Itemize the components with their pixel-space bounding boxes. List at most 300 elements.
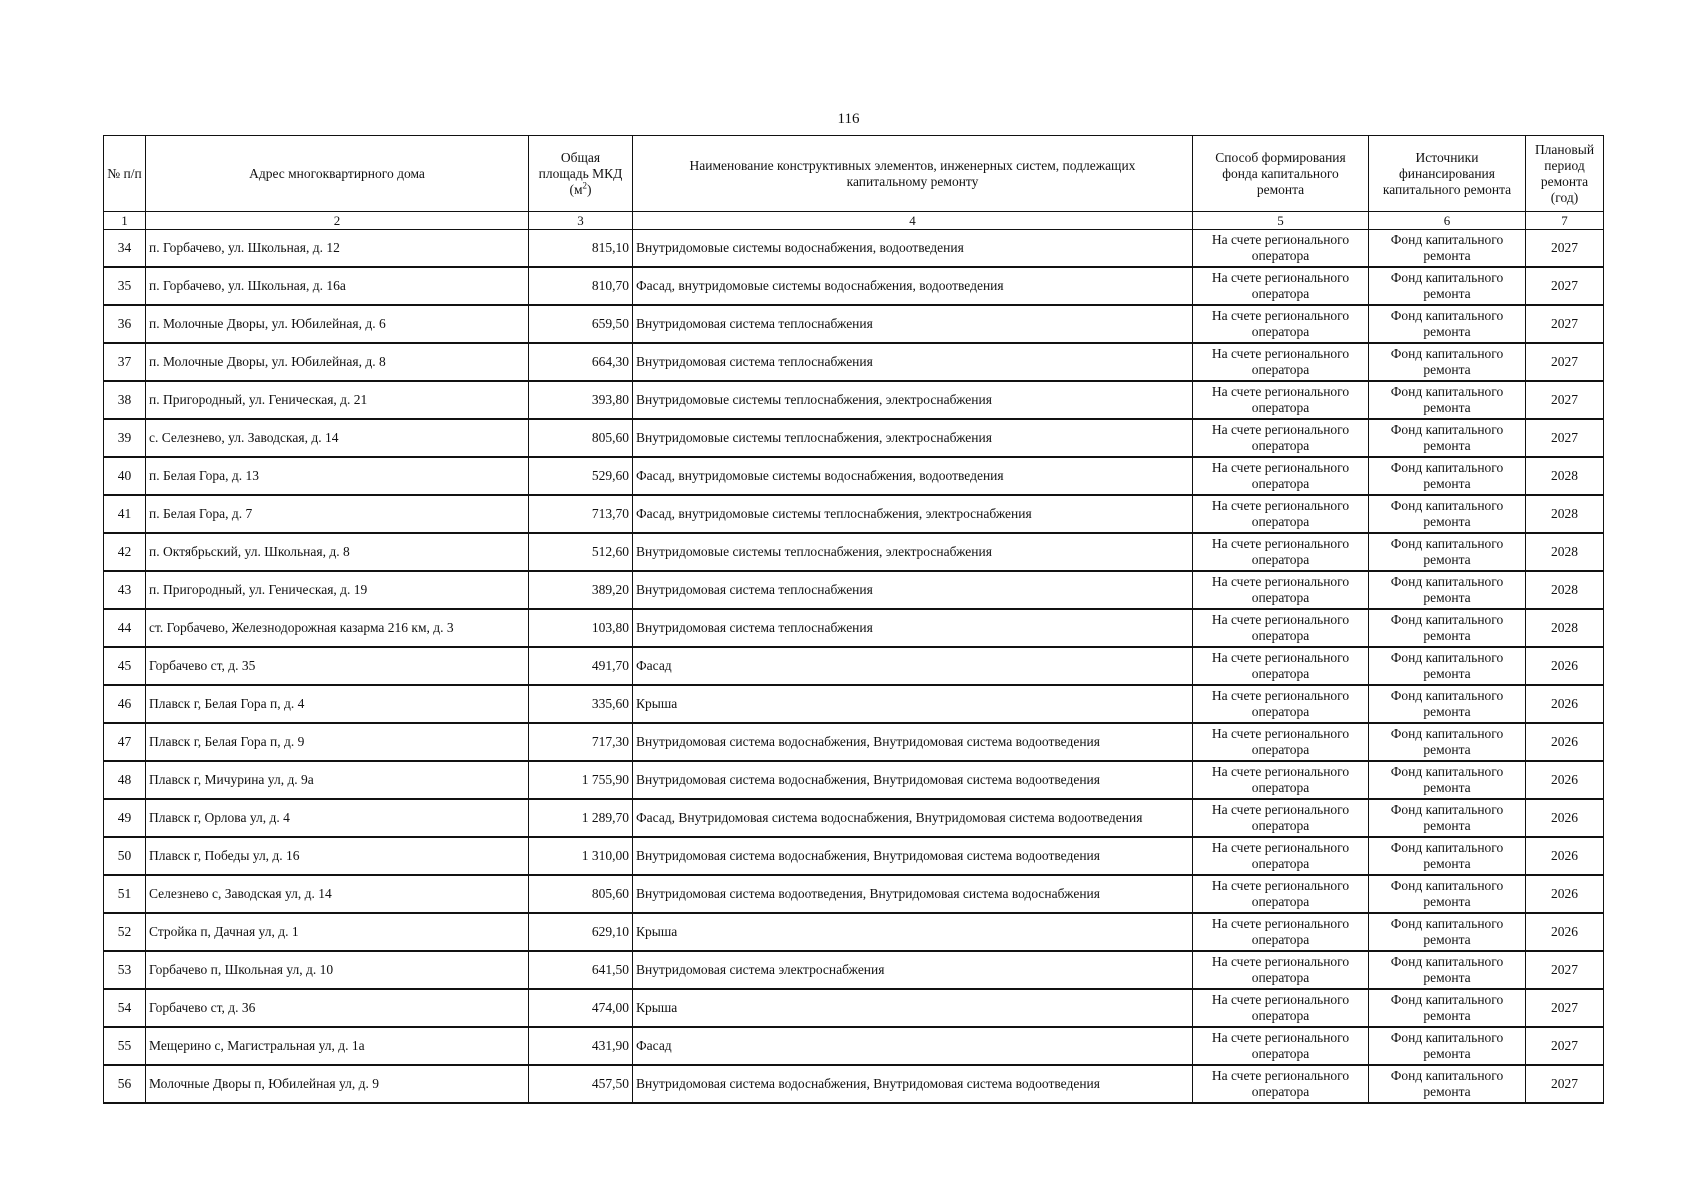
row-area: 512,60 [529,533,633,571]
row-area: 810,70 [529,267,633,305]
row-year: 2026 [1526,761,1604,799]
row-area: 457,50 [529,1065,633,1103]
row-area: 491,70 [529,647,633,685]
row-area: 659,50 [529,305,633,343]
row-method [1193,495,1369,533]
row-area: 815,10 [529,230,633,268]
row-method-line2: оператора [1251,856,1310,871]
row-elements: Внутридомовая система водоснабжения, Внутридомовая система водоотведения [633,1065,1193,1103]
row-number: 36 [104,305,146,343]
row-address: п. Горбачево, ул. Школьная, д. 12 [146,230,529,268]
row-source [1369,230,1526,268]
row-address: Плавск г, Белая Гора п, д. 9 [146,723,529,761]
row-source [1369,951,1526,989]
row-elements: Фасад [633,1027,1193,1065]
row-source-line1: Фонд капитального [1390,422,1504,437]
row-method [1193,267,1369,305]
row-area: 805,60 [529,875,633,913]
row-number: 42 [104,533,146,571]
row-method-line2: оператора [1251,894,1310,909]
row-source-line1: Фонд капитального [1390,346,1504,361]
row-address: п. Молочные Дворы, ул. Юбилейная, д. 6 [146,305,529,343]
row-source [1369,875,1526,913]
row-elements: Внутридомовая система водоснабжения, Внутридомовая система водоотведения [633,723,1193,761]
row-method [1193,1027,1369,1065]
row-source-line1: Фонд капитального [1390,612,1504,627]
row-area: 1 755,90 [529,761,633,799]
row-year: 2026 [1526,913,1604,951]
row-address: п. Белая Гора, д. 7 [146,495,529,533]
row-method-line2: оператора [1251,1008,1310,1023]
row-source-line2: ремонта [1423,856,1471,871]
table-row [104,571,1604,609]
row-number: 46 [104,685,146,723]
row-method-line2: оператора [1251,248,1310,263]
row-method [1193,609,1369,647]
row-source [1369,723,1526,761]
row-number: 56 [104,1065,146,1103]
column-number: 3 [529,212,633,230]
table-row [104,230,1604,268]
table-row [104,457,1604,495]
row-source-line2: ремонта [1423,590,1471,605]
repair-registry-table [103,135,1604,1104]
row-elements: Внутридомовые системы теплоснабжения, электроснабжения [633,419,1193,457]
row-method-line1: На счете регионального [1211,802,1350,817]
row-source-line2: ремонта [1423,970,1471,985]
row-elements: Внутридомовая система теплоснабжения [633,305,1193,343]
row-elements: Внутридомовая система водоснабжения, Внутридомовая система водоотведения [633,837,1193,875]
row-method-line2: оператора [1251,1046,1310,1061]
row-source-line2: ремонта [1423,1046,1471,1061]
row-address: п. Октябрьский, ул. Школьная, д. 8 [146,533,529,571]
row-number: 47 [104,723,146,761]
row-source-line2: ремонта [1423,704,1471,719]
header-sources: Источники финансирования капитального ремонта [1369,136,1526,212]
row-source-line2: ремонта [1423,514,1471,529]
row-source [1369,457,1526,495]
row-method-line1: На счете регионального [1211,1030,1350,1045]
row-source-line2: ремонта [1423,1084,1471,1099]
row-source-line1: Фонд капитального [1390,498,1504,513]
row-address: Стройка п, Дачная ул, д. 1 [146,913,529,951]
row-source-line2: ремонта [1423,894,1471,909]
row-source-line2: ремонта [1423,400,1471,415]
row-method-line1: На счете регионального [1211,992,1350,1007]
row-number: 50 [104,837,146,875]
row-elements: Крыша [633,685,1193,723]
row-method-line2: оператора [1251,932,1310,947]
row-elements: Внутридомовая система водоснабжения, Внутридомовая система водоотведения [633,761,1193,799]
row-source-line1: Фонд капитального [1390,574,1504,589]
row-method [1193,837,1369,875]
row-elements: Фасад, Внутридомовая система водоснабжения, Внутридомовая система водоотведения [633,799,1193,837]
column-number: 5 [1193,212,1369,230]
row-number: 39 [104,419,146,457]
row-method-line1: На счете регионального [1211,346,1350,361]
column-number: 4 [633,212,1193,230]
row-source-line1: Фонд капитального [1390,1068,1504,1083]
row-address: п. Пригородный, ул. Геническая, д. 19 [146,571,529,609]
row-source-line2: ремонта [1423,286,1471,301]
row-elements: Фасад [633,647,1193,685]
row-number: 38 [104,381,146,419]
row-source-line1: Фонд капитального [1390,802,1504,817]
row-address: Мещерино с, Магистральная ул, д. 1а [146,1027,529,1065]
header-address: Адрес многоквартирного дома [146,136,529,212]
row-method-line2: оператора [1251,818,1310,833]
row-method [1193,457,1369,495]
row-source-line2: ремонта [1423,362,1471,377]
row-method-line1: На счете регионального [1211,498,1350,513]
row-source-line1: Фонд капитального [1390,1030,1504,1045]
row-number: 34 [104,230,146,268]
row-method [1193,761,1369,799]
header-method: Способ формирования фонда капитального ремонта [1193,136,1369,212]
row-source-line1: Фонд капитального [1390,384,1504,399]
row-source-line1: Фонд капитального [1390,764,1504,779]
row-year: 2027 [1526,989,1604,1027]
row-elements: Фасад, внутридомовые системы водоснабжения, водоотведения [633,267,1193,305]
row-source-line2: ремонта [1423,324,1471,339]
row-source-line1: Фонд капитального [1390,460,1504,475]
row-method-line2: оператора [1251,628,1310,643]
row-method [1193,1065,1369,1103]
row-method [1193,419,1369,457]
row-method [1193,381,1369,419]
row-elements: Крыша [633,989,1193,1027]
row-address: ст. Горбачево, Железнодорожная казарма 216 км, д. 3 [146,609,529,647]
row-elements: Крыша [633,913,1193,951]
row-year: 2027 [1526,305,1604,343]
row-address: Молочные Дворы п, Юбилейная ул, д. 9 [146,1065,529,1103]
row-method [1193,989,1369,1027]
row-number: 54 [104,989,146,1027]
row-area: 335,60 [529,685,633,723]
row-year: 2027 [1526,419,1604,457]
row-address: Горбачево п, Школьная ул, д. 10 [146,951,529,989]
row-area: 664,30 [529,343,633,381]
row-method-line1: На счете регионального [1211,916,1350,931]
row-elements: Внутридомовая система теплоснабжения [633,343,1193,381]
row-elements: Внутридомовая система электроснабжения [633,951,1193,989]
row-method-line2: оператора [1251,780,1310,795]
table-row [104,837,1604,875]
row-area: 717,30 [529,723,633,761]
row-source-line2: ремонта [1423,932,1471,947]
row-method-line2: оператора [1251,324,1310,339]
row-source [1369,495,1526,533]
row-method-line1: На счете регионального [1211,460,1350,475]
table-row [104,799,1604,837]
row-method [1193,230,1369,268]
table-body [104,230,1604,1104]
header-area [529,136,633,212]
row-source [1369,381,1526,419]
row-source-line1: Фонд капитального [1390,992,1504,1007]
page-number: 116 [837,111,860,127]
row-method-line1: На счете регионального [1211,726,1350,741]
row-elements: Фасад, внутридомовые системы теплоснабжения, электроснабжения [633,495,1193,533]
table-row [104,951,1604,989]
row-source [1369,343,1526,381]
row-source-line2: ремонта [1423,476,1471,491]
row-method [1193,305,1369,343]
row-area: 529,60 [529,457,633,495]
table-row [104,267,1604,305]
header-area-unit-sup: 2 [582,180,588,190]
row-source-line2: ремонта [1423,438,1471,453]
row-method-line1: На счете регионального [1211,308,1350,323]
row-year: 2028 [1526,571,1604,609]
row-method [1193,951,1369,989]
row-number: 41 [104,495,146,533]
row-year: 2027 [1526,343,1604,381]
row-source-line1: Фонд капитального [1390,232,1504,247]
row-method-line2: оператора [1251,514,1310,529]
row-method-line2: оператора [1251,1084,1310,1099]
row-number: 44 [104,609,146,647]
table-row [104,685,1604,723]
row-number: 43 [104,571,146,609]
row-source-line1: Фонд капитального [1390,954,1504,969]
column-number: 6 [1369,212,1526,230]
row-source [1369,761,1526,799]
row-method-line1: На счете регионального [1211,688,1350,703]
row-area: 641,50 [529,951,633,989]
row-area: 389,20 [529,571,633,609]
row-source-line1: Фонд капитального [1390,878,1504,893]
row-source [1369,1065,1526,1103]
row-source [1369,305,1526,343]
row-area: 393,80 [529,381,633,419]
table-row [104,305,1604,343]
row-method-line1: На счете регионального [1211,1068,1350,1083]
row-elements: Внутридомовые системы теплоснабжения, электроснабжения [633,381,1193,419]
row-address: Селезнево с, Заводская ул, д. 14 [146,875,529,913]
row-year: 2028 [1526,609,1604,647]
table-row [104,723,1604,761]
table-row [104,761,1604,799]
row-address: п. Горбачево, ул. Школьная, д. 16а [146,267,529,305]
row-method [1193,343,1369,381]
row-method-line1: На счете регионального [1211,878,1350,893]
header-elements: Наименование конструктивных элементов, инженерных систем, подлежащих капитальному ремонту [633,136,1193,212]
row-number: 37 [104,343,146,381]
row-method-line2: оператора [1251,552,1310,567]
row-area: 1 310,00 [529,837,633,875]
row-method-line2: оператора [1251,438,1310,453]
row-method-line2: оператора [1251,400,1310,415]
row-source [1369,647,1526,685]
row-year: 2027 [1526,230,1604,268]
table-row [104,495,1604,533]
header-area-unit-base: (м [569,181,583,197]
row-year: 2028 [1526,457,1604,495]
row-address: Горбачево ст, д. 36 [146,989,529,1027]
row-source-line1: Фонд капитального [1390,650,1504,665]
row-source-line2: ремонта [1423,742,1471,757]
row-year: 2028 [1526,495,1604,533]
header-area-line2: площадь МКД [538,165,623,181]
row-area: 431,90 [529,1027,633,1065]
row-year: 2027 [1526,267,1604,305]
row-year: 2027 [1526,1065,1604,1103]
row-method-line1: На счете регионального [1211,574,1350,589]
header-num: № п/п [104,136,146,212]
row-method [1193,913,1369,951]
row-source-line1: Фонд капитального [1390,726,1504,741]
row-method [1193,799,1369,837]
row-source [1369,419,1526,457]
row-method-line1: На счете регионального [1211,954,1350,969]
row-source-line2: ремонта [1423,552,1471,567]
row-number: 55 [104,1027,146,1065]
row-method [1193,685,1369,723]
row-elements: Внутридомовая система теплоснабжения [633,571,1193,609]
row-source-line1: Фонд капитального [1390,840,1504,855]
row-source [1369,1027,1526,1065]
row-source-line1: Фонд капитального [1390,916,1504,931]
row-method [1193,723,1369,761]
table-row [104,989,1604,1027]
row-source [1369,609,1526,647]
row-number: 48 [104,761,146,799]
row-area: 805,60 [529,419,633,457]
row-method-line1: На счете регионального [1211,384,1350,399]
row-method-line2: оператора [1251,590,1310,605]
row-year: 2026 [1526,685,1604,723]
row-number: 49 [104,799,146,837]
row-source [1369,989,1526,1027]
row-area: 1 289,70 [529,799,633,837]
row-source-line2: ремонта [1423,818,1471,833]
row-year: 2026 [1526,875,1604,913]
row-elements: Внутридомовая система водоотведения, Внутридомовая система водоснабжения [633,875,1193,913]
column-number: 7 [1526,212,1604,230]
row-method-line1: На счете регионального [1211,612,1350,627]
row-source [1369,571,1526,609]
row-year: 2027 [1526,951,1604,989]
column-number-row [104,212,1604,230]
row-method [1193,875,1369,913]
row-source [1369,267,1526,305]
row-address: п. Белая Гора, д. 13 [146,457,529,495]
row-source [1369,799,1526,837]
row-number: 40 [104,457,146,495]
row-method-line2: оператора [1251,362,1310,377]
row-source [1369,913,1526,951]
row-method-line2: оператора [1251,286,1310,301]
row-year: 2027 [1526,381,1604,419]
row-source [1369,533,1526,571]
row-elements: Внутридомовые системы теплоснабжения, электроснабжения [633,533,1193,571]
row-source-line2: ремонта [1423,780,1471,795]
column-number: 2 [146,212,529,230]
row-source-line1: Фонд капитального [1390,270,1504,285]
row-address: Горбачево ст, д. 35 [146,647,529,685]
row-source [1369,685,1526,723]
row-area: 713,70 [529,495,633,533]
row-method-line1: На счете регионального [1211,270,1350,285]
row-elements: Фасад, внутридомовые системы водоснабжения, водоотведения [633,457,1193,495]
column-number: 1 [104,212,146,230]
row-address: с. Селезнево, ул. Заводская, д. 14 [146,419,529,457]
header-area-unit-close: ) [587,181,592,197]
row-year: 2026 [1526,647,1604,685]
row-area: 474,00 [529,989,633,1027]
row-method-line2: оператора [1251,666,1310,681]
row-method-line2: оператора [1251,476,1310,491]
row-address: Плавск г, Белая Гора п, д. 4 [146,685,529,723]
row-method [1193,571,1369,609]
row-number: 53 [104,951,146,989]
row-method-line2: оператора [1251,704,1310,719]
row-method-line2: оператора [1251,742,1310,757]
row-area: 629,10 [529,913,633,951]
row-source-line2: ремонта [1423,248,1471,263]
row-method-line1: На счете регионального [1211,840,1350,855]
header-area-line1: Общая [560,149,601,165]
row-source-line1: Фонд капитального [1390,536,1504,551]
table-row [104,1065,1604,1103]
row-method-line1: На счете регионального [1211,422,1350,437]
row-address: Плавск г, Победы ул, д. 16 [146,837,529,875]
row-number: 52 [104,913,146,951]
row-area: 103,80 [529,609,633,647]
row-method-line1: На счете регионального [1211,232,1350,247]
row-source-line2: ремонта [1423,1008,1471,1023]
table-row [104,609,1604,647]
header-period: Плановый период ремонта (год) [1526,136,1604,212]
row-address: п. Молочные Дворы, ул. Юбилейная, д. 8 [146,343,529,381]
table-row [104,533,1604,571]
row-source [1369,837,1526,875]
table-row [104,343,1604,381]
table-row [104,647,1604,685]
row-source-line1: Фонд капитального [1390,308,1504,323]
row-elements: Внутридомовые системы водоснабжения, водоотведения [633,230,1193,268]
row-source-line2: ремонта [1423,666,1471,681]
row-method [1193,647,1369,685]
row-number: 35 [104,267,146,305]
row-method-line1: На счете регионального [1211,536,1350,551]
table-header-row [104,136,1604,212]
row-source-line1: Фонд капитального [1390,688,1504,703]
row-year: 2026 [1526,723,1604,761]
row-elements: Внутридомовая система теплоснабжения [633,609,1193,647]
table-row [104,419,1604,457]
row-source-line2: ремонта [1423,628,1471,643]
row-address: Плавск г, Мичурина ул, д. 9а [146,761,529,799]
row-method-line2: оператора [1251,970,1310,985]
table-row [104,875,1604,913]
table-row [104,1027,1604,1065]
row-year: 2026 [1526,837,1604,875]
table-row [104,381,1604,419]
row-year: 2028 [1526,533,1604,571]
row-method-line1: На счете регионального [1211,764,1350,779]
row-address: Плавск г, Орлова ул, д. 4 [146,799,529,837]
row-method-line1: На счете регионального [1211,650,1350,665]
row-number: 51 [104,875,146,913]
row-address: п. Пригородный, ул. Геническая, д. 21 [146,381,529,419]
row-year: 2027 [1526,1027,1604,1065]
row-number: 45 [104,647,146,685]
row-year: 2026 [1526,799,1604,837]
row-method [1193,533,1369,571]
table-row [104,913,1604,951]
